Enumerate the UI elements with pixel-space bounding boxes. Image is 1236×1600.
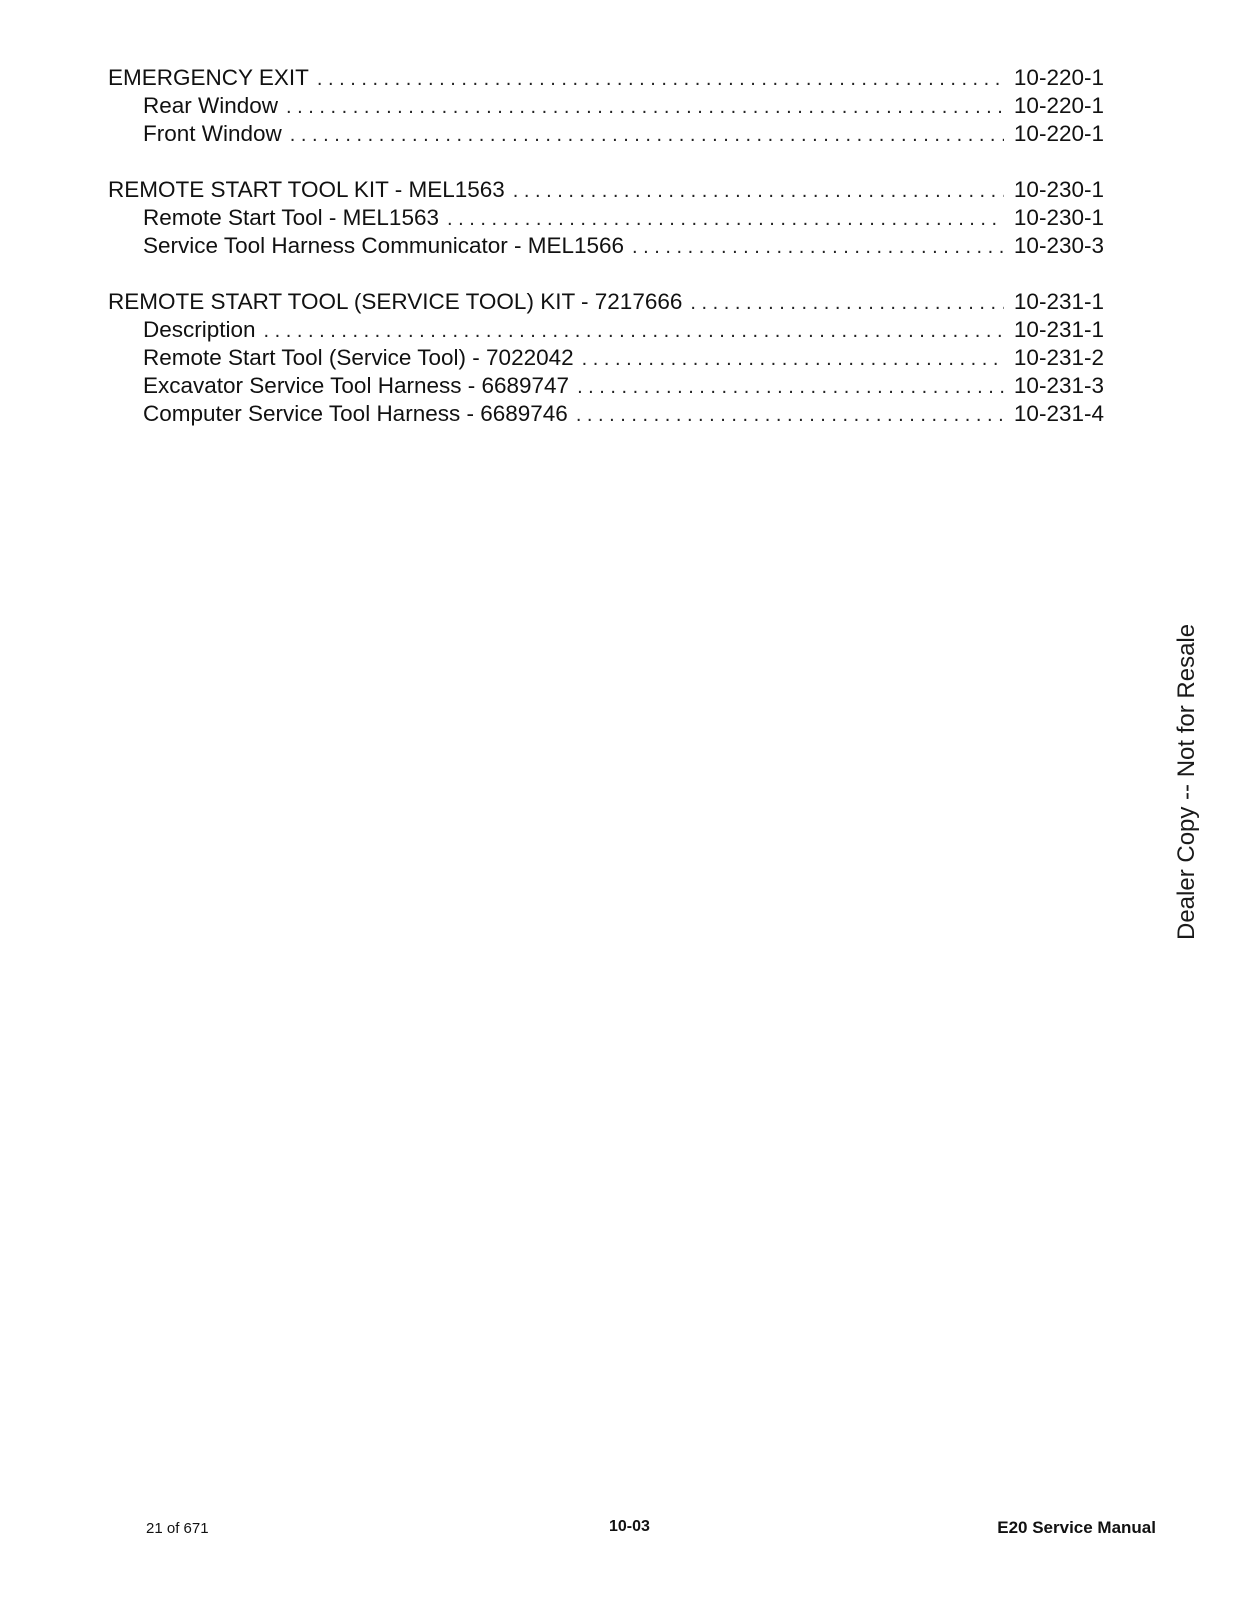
toc-subentry[interactable] xyxy=(108,232,1104,260)
toc-subentry-title: Rear Window xyxy=(143,93,279,118)
toc-subentry-title: Computer Service Tool Harness - 6689746 xyxy=(143,401,568,426)
toc-entry[interactable] xyxy=(108,288,1104,316)
toc-subentry-title: Front Window xyxy=(143,121,282,146)
dot-leader xyxy=(264,317,1004,345)
manual-title: E20 Service Manual xyxy=(997,1518,1156,1537)
dot-leader xyxy=(576,401,1004,429)
dot-leader xyxy=(447,205,1004,233)
dot-leader xyxy=(317,65,1004,93)
toc-subentry[interactable] xyxy=(108,316,1104,344)
toc-subentry[interactable] xyxy=(108,344,1104,372)
toc-subentry-page: 10-231-4 xyxy=(1013,401,1104,426)
toc-entry-page: 10-231-1 xyxy=(1013,289,1104,314)
toc-entry-title: EMERGENCY EXIT xyxy=(108,65,309,90)
dot-leader xyxy=(690,289,1004,317)
dot-leader xyxy=(290,121,1004,149)
toc-subentry-title: Description xyxy=(143,317,256,342)
toc-entry[interactable] xyxy=(108,64,1104,92)
dot-leader xyxy=(582,345,1004,373)
toc-subentry[interactable] xyxy=(108,372,1104,400)
watermark-text: Dealer Copy -- Not for Resale xyxy=(1173,623,1200,940)
toc-subentry-page: 10-220-1 xyxy=(1013,93,1104,118)
toc-section-emergency-exit xyxy=(108,64,1104,148)
toc-subentry-page: 10-230-3 xyxy=(1013,233,1104,258)
toc-section-remote-start-tool-kit xyxy=(108,176,1104,260)
toc-subentry-title: Service Tool Harness Communicator - MEL1566 xyxy=(143,233,625,258)
dot-leader xyxy=(632,233,1004,261)
toc-subentry-page: 10-231-1 xyxy=(1013,317,1104,342)
toc-subentry-title: Remote Start Tool - MEL1563 xyxy=(143,205,439,230)
toc-subentry-title: Excavator Service Tool Harness - 6689747 xyxy=(143,373,570,398)
toc-subentry-title: Remote Start Tool (Service Tool) - 7022042 xyxy=(143,345,574,370)
toc-subentry-page: 10-231-2 xyxy=(1013,345,1104,370)
table-of-contents xyxy=(108,64,1104,456)
toc-subentry-page: 10-230-1 xyxy=(1013,205,1104,230)
toc-section-remote-start-service-tool-kit xyxy=(108,288,1104,428)
toc-entry-title: REMOTE START TOOL KIT - MEL1563 xyxy=(108,177,505,202)
toc-subentry-page: 10-220-1 xyxy=(1013,121,1104,146)
toc-subentry-page: 10-231-3 xyxy=(1013,373,1104,398)
toc-entry-page: 10-230-1 xyxy=(1013,177,1104,202)
toc-subentry[interactable] xyxy=(108,400,1104,428)
toc-subentry[interactable] xyxy=(108,120,1104,148)
page-footer xyxy=(0,1516,1236,1540)
toc-entry-page: 10-220-1 xyxy=(1013,65,1104,90)
page-count: 21 of 671 xyxy=(146,1520,209,1537)
toc-subentry[interactable] xyxy=(108,92,1104,120)
dot-leader xyxy=(513,177,1004,205)
page-number: 10-03 xyxy=(609,1518,650,1535)
dot-leader xyxy=(286,93,1004,121)
dot-leader xyxy=(577,373,1004,401)
toc-entry[interactable] xyxy=(108,176,1104,204)
toc-subentry[interactable] xyxy=(108,204,1104,232)
toc-entry-title: REMOTE START TOOL (SERVICE TOOL) KIT - 7217666 xyxy=(108,289,683,314)
